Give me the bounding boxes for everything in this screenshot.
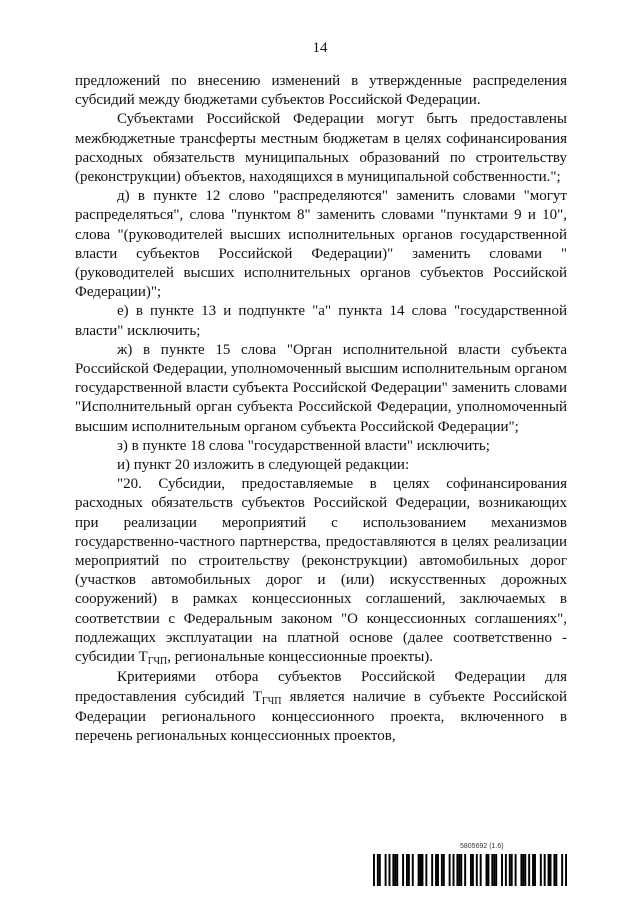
barcode-bar [412,854,414,886]
barcode-bar [550,854,552,886]
paragraph: е) в пункте 13 и подпункте "а" пункта 14 слова "государственной власти" исключить; [75,303,567,339]
barcode-bar [379,854,381,886]
barcode-bar [431,854,433,886]
document-code: 5805692 (1.6) [460,843,504,850]
barcode-bar [491,854,493,886]
barcode-bar [524,854,526,886]
barcode-bar [435,854,437,886]
subscript: ГЧП [261,695,282,707]
barcode-bar [548,854,550,886]
barcode-bar [555,854,557,886]
text-run: , региональные концессионные проекты). [167,649,434,666]
barcode-bar [515,854,517,886]
barcode-bar [389,854,391,886]
paragraph: з) в пункте 18 слова "государственной власти" исключить; [117,437,490,454]
barcode-bar [464,854,466,886]
paragraph: предложений по внесению изменений в утвержденные распределения субсидий между бюджетами субъектов Российской Федерации. [75,73,567,109]
barcode-bar [493,854,495,886]
barcode-bar [472,854,474,886]
barcode-bar [385,854,387,886]
barcode [373,854,567,886]
barcode-bar [425,854,427,886]
barcode-bar [522,854,524,886]
barcode-bar [487,854,489,886]
paragraph: и) пункт 20 изложить в следующей редакции: [117,457,410,474]
barcode-bar [532,854,534,886]
barcode-bar [470,854,472,886]
barcode-bar [495,854,497,886]
paragraph: Субъектами Российской Федерации могут быть предоставлены межбюджетные трансферты местным бюджетам в целях софинансирования расходных обязательств муниципальных образований по строительству (реконструкции) объектов, находящихся в муниципальной собственности."; [75,111,567,186]
barcode-bar [553,854,555,886]
barcode-bar [480,854,482,886]
paragraph-criteria [75,668,567,746]
page-number: 14 [312,40,328,56]
barcode-bar [528,854,530,886]
barcode-bar [373,854,375,886]
barcode-bar [443,854,445,886]
barcode-bar [565,854,567,886]
barcode-bar [408,854,410,886]
document-body [75,72,567,746]
barcode-bar [561,854,563,886]
barcode-bar [377,854,379,886]
barcode-bar [406,854,408,886]
paragraph-point-20 [75,475,567,668]
paragraph: д) в пункте 12 слово "распределяются" заменить словами "могут распределяться", слова "пунктом 8" заменить словами "пунктами 9 и 10", слова "(руководителей высших исполнительных органов государственной власти субъектов Российской Федерации)" заменить словами "(руководителей высших исполнительных органов субъектов Российской Федерации)"; [75,188,567,301]
barcode-bar [396,854,398,886]
barcode-bar [476,854,478,886]
barcode-bar [437,854,439,886]
barcode-bar [540,854,542,886]
barcode-bar [520,854,522,886]
text-run: "20. Субсидии, предоставляемые в целях софинансирования расходных обязательств субъектов Российской Федерации, возникающих при реализации мероприятий с использованием механизмов государственно-частного партнерства, предоставляются в целях реализации мероприятий по строительству (реконструкции) автомобильных дорог (участков автомобильных дорог и (или) искусственных дорожных сооружений) в рамках концессионных соглашений, заключаемых в соответствии с Федеральным законом "О концессионных соглашениях", подлежащих эксплуатации на платной основе (далее соответственно - субсидии Т [75,476,567,666]
barcode-bar [418,854,420,886]
barcode-bar [420,854,422,886]
text-run: является наличие в субъекте Российской Федерации регионального концессионного проекта, включенного в перечень региональных концессионных проектов, [75,688,567,744]
barcode-bar [441,854,443,886]
barcode-bar [501,854,503,886]
barcode-bar [449,854,451,886]
barcode-bar [402,854,404,886]
barcode-bar [505,854,507,886]
barcode-bar [456,854,458,886]
barcode-bar [422,854,424,886]
barcode-bar [394,854,396,886]
barcode-bar [458,854,460,886]
text-run: Критериями отбора субъектов Российской Федерации для предоставления субсидий Т [75,669,567,705]
barcode-bar [453,854,455,886]
barcode-bar [486,854,488,886]
barcode-bar [392,854,394,886]
paragraph: ж) в пункте 15 слова "Орган исполнительной власти субъекта Российской Федерации, уполномоченный высшим исполнительным органом государственной власти субъекта Российской Федерации" заменить словами "Исполнительный орган субъекта Российской Федерации, уполномоченный высшим исполнительным органом субъекта Российской Федерации"; [75,341,567,435]
barcode-bar [544,854,546,886]
barcode-bar [534,854,536,886]
barcode-bar [511,854,513,886]
subscript: ГЧП [147,656,168,668]
barcode-bar [460,854,462,886]
barcode-bar [509,854,511,886]
